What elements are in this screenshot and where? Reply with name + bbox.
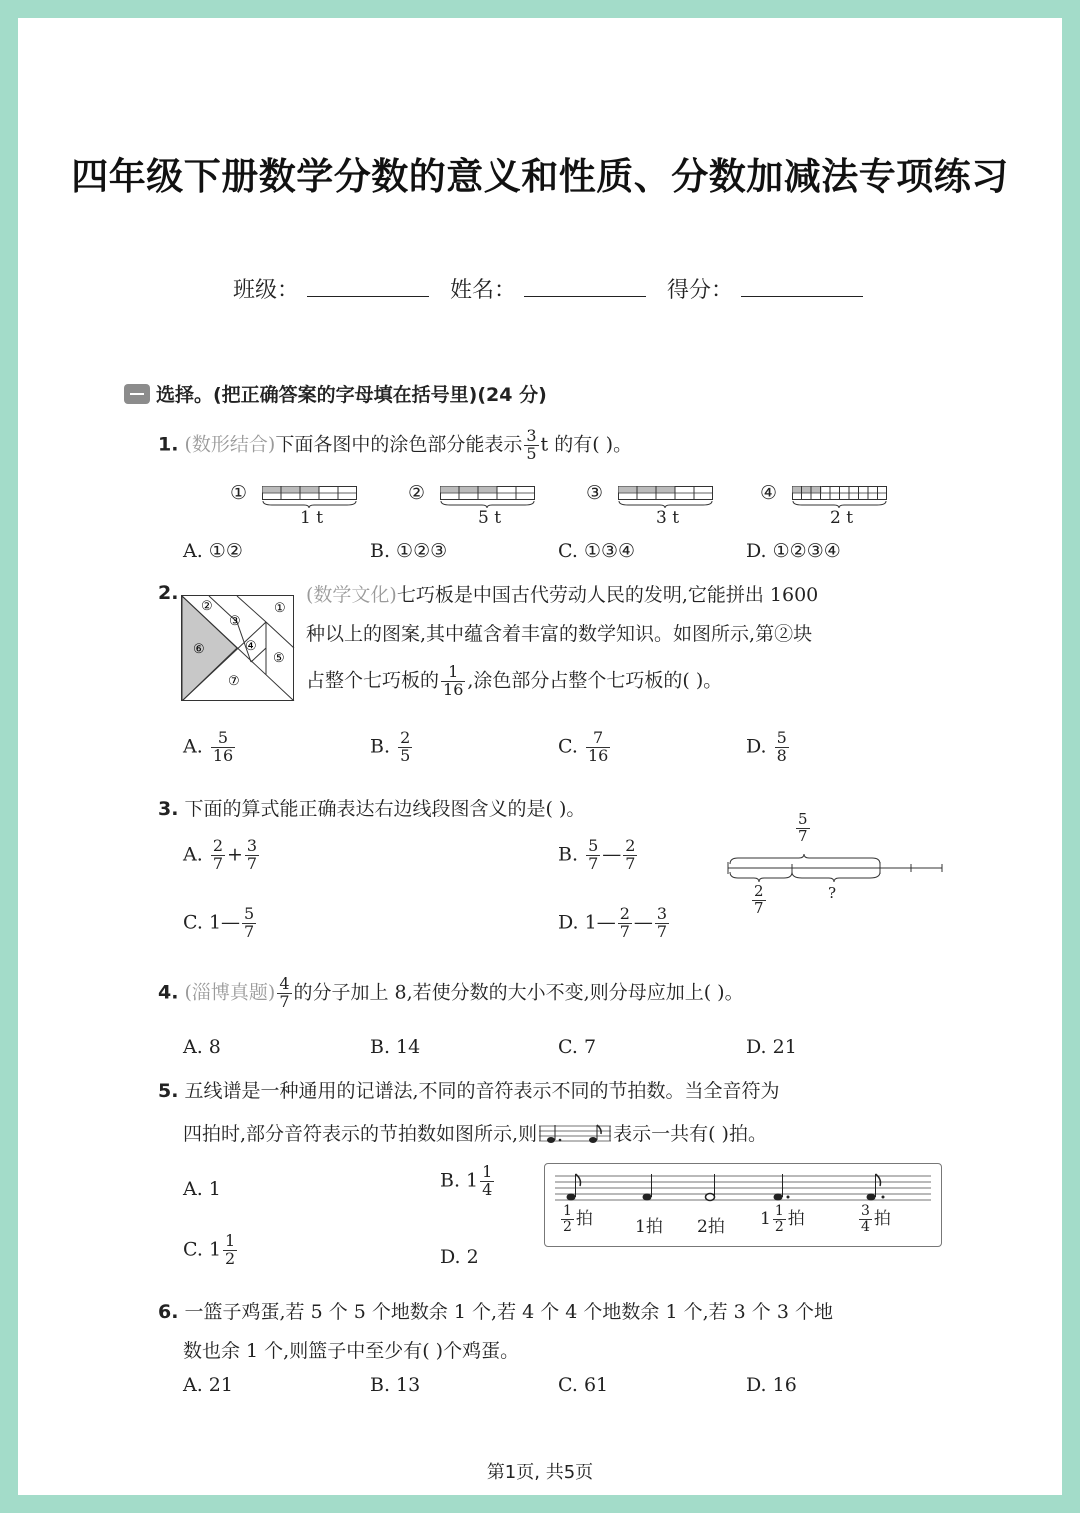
question-text: 一篮子鸡蛋,若 5 个 5 个地数余 1 个,若 4 个 4 个地数余 1 个,若 3 个 3 个地 [184,1301,833,1323]
q3-option-d[interactable]: D. 1— $\frac{2}{7}$ — $\frac{3}{7}$ [558,904,668,941]
question-tag: (数形结合) [184,433,276,456]
brace [262,500,357,508]
fraction: $\frac{1}{16}$ [443,662,464,699]
fraction: $\frac{7}{16}$ [587,728,609,765]
q6-option-b[interactable]: B. 13 [370,1374,421,1396]
fraction: $\frac{4}{7}$ [279,974,290,1011]
figure-mark: ③ [586,482,604,504]
q2-option-b[interactable]: B. $\frac{2}{5}$ [370,728,411,765]
figure-unit: 5 t [478,508,502,528]
q5-option-a[interactable]: A. 1 [183,1178,221,1200]
section-label: 选择。(把正确答案的字母填在括号里)(24 分) [156,384,547,406]
fraction: $\frac{3}{7}$ [246,836,258,873]
q2-option-d[interactable]: D. $\frac{5}{8}$ [746,728,787,765]
q2-option-c[interactable]: C. $\frac{7}{16}$ [558,728,609,765]
question-6-line-1 [158,1297,833,1324]
q3-option-b[interactable]: B. $\frac{5}{7}$ — $\frac{2}{7}$ [558,836,636,873]
question-text: 下面的算式能正确表达右边线段图含义的是( )。 [184,798,586,820]
q5-option-d[interactable]: D. 2 [440,1246,479,1268]
fraction: $\frac{2}{7}$ [619,904,630,941]
brace [618,500,713,508]
tangram-piece-7: ⑦ [228,674,240,689]
tangram-piece-3: ③ [229,614,241,629]
brace [440,500,535,508]
figure-mark: ① [230,482,248,504]
question-text: 四拍时,部分音符表示的节拍数如图所示,则 [183,1123,538,1145]
fraction: $\frac{2}{7}$ [754,882,764,917]
score-blank[interactable] [741,274,863,297]
q6-option-d[interactable]: D. 16 [746,1374,797,1396]
section-heading [124,380,547,407]
fraction: $\frac{3}{7}$ [656,904,668,941]
question-text: 的分子加上 8,若使分数的大小不变,则分母应加上( )。 [293,981,744,1004]
worksheet-page [18,18,1062,1495]
fraction: $\frac{3}{5}$ [526,426,537,463]
question-tag: (数学文化) [306,584,397,606]
question-number: 4. [158,981,179,1004]
question-number: 2. [158,582,179,604]
question-text: 占整个七巧板的 [306,669,440,692]
fraction: $\frac{5}{16}$ [212,728,234,765]
question-text: 下面各图中的涂色部分能表示 [275,433,523,456]
tangram-piece-4: ④ [245,639,257,654]
music-notes-box [544,1163,942,1247]
question-number: 6. [158,1301,179,1323]
q1-option-c[interactable]: C. ①③④ [558,540,636,562]
question-text: ,涂色部分占整个七巧板的( )。 [467,669,723,692]
fraction: $\frac{1}{2}$ [774,1203,784,1235]
q4-option-c[interactable]: C. 7 [558,1036,597,1058]
q4-option-b[interactable]: B. 14 [370,1036,421,1058]
page-title: 四年级下册数学分数的意义和性质、分数加减法专项练习 [71,155,1009,198]
q5-option-b[interactable]: B. 1 $\frac{1}{4}$ [440,1162,493,1199]
question-number: 1. [158,433,179,456]
class-label: 班级： [233,278,300,303]
tangram-piece-6: ⑥ [193,642,205,657]
tangram-piece-2: ② [201,599,213,614]
note-group-icon [539,1123,611,1145]
question-text: 七巧板是中国古代劳动人民的发明,它能拼出 1600 [396,584,819,606]
question-text: 表示一共有( )拍。 [613,1123,767,1145]
question-5-line-2 [183,1119,767,1146]
q3-option-a[interactable]: A. $\frac{2}{7}$ + $\frac{3}{7}$ [183,836,258,873]
student-info-row [233,273,877,304]
fraction: $\frac{1}{2}$ [225,1231,236,1268]
fraction: $\frac{5}{7}$ [588,836,599,873]
fraction: $\frac{2}{7}$ [212,836,223,873]
staff-lines [555,1170,931,1204]
figure-unit: 1 t [300,508,324,528]
tangram-piece-1: ① [274,601,286,616]
question-number: 5. [158,1080,179,1102]
fraction: $\frac{2}{5}$ [400,728,411,765]
q2-line-3 [306,664,722,699]
q2-line-2: 种以上的图案,其中蕴含着丰富的数学知识。如图所示,第②块 [306,623,813,645]
question-3 [158,794,585,821]
beat-label-2: 1拍 [635,1217,663,1237]
beat-label-5: $\frac{3}{4}$ 拍 [861,1203,891,1235]
q2-line-1 [306,580,818,607]
beat-label-1: $\frac{1}{2}$ 拍 [563,1203,593,1235]
bar-diagram [792,486,887,500]
unknown-mark: ? [828,884,837,902]
fraction: $\frac{2}{7}$ [625,836,636,873]
fraction: $\frac{1}{4}$ [482,1162,493,1199]
tangram-piece-5: ⑤ [273,651,285,666]
q4-option-a[interactable]: A. 8 [183,1036,221,1058]
question-4 [158,976,744,1011]
figure-mark: ② [408,482,426,504]
fraction: $\frac{5}{7}$ [244,904,255,941]
beat-label-4: 1 $\frac{1}{2}$ 拍 [760,1203,805,1235]
question-text: t 的有( )。 [540,433,633,456]
q5-option-c[interactable]: C. 1 $\frac{1}{2}$ [183,1231,236,1268]
beat-label-3: 2拍 [697,1217,725,1237]
q4-option-d[interactable]: D. 21 [746,1036,797,1058]
figure-mark: ④ [760,482,778,504]
score-label: 得分： [667,278,734,303]
bar-diagram [262,486,357,500]
page-footer: 第1页, 共5页 [486,1462,594,1483]
fraction: $\frac{5}{7}$ [798,810,808,845]
bar-diagram [618,486,713,500]
figure-unit: 3 t [656,508,680,528]
q1-option-a[interactable]: A. ①② [183,540,243,562]
tangram-figure [181,595,295,701]
brace [792,500,887,508]
class-blank[interactable] [307,274,429,297]
q6-option-a[interactable]: A. 21 [183,1374,233,1396]
question-tag: (淄博真题) [184,981,276,1004]
question-number: 3. [158,798,179,820]
fraction: $\frac{5}{8}$ [776,728,787,765]
figure-unit: 2 t [830,508,854,528]
q1-option-b[interactable]: B. ①②③ [370,540,448,562]
q6-option-c[interactable]: C. 61 [558,1374,609,1396]
question-5-line-1 [158,1076,780,1103]
fraction: $\frac{3}{4}$ [861,1203,870,1235]
question-1 [158,428,632,463]
q2-option-a[interactable]: A. $\frac{5}{16}$ [183,728,234,765]
question-6-line-2: 数也余 1 个,则篮子中至少有( )个鸡蛋。 [183,1340,520,1362]
name-label: 姓名： [450,278,517,303]
question-text: 五线谱是一种通用的记谱法,不同的音符表示不同的节拍数。当全音符为 [184,1080,780,1102]
q1-option-d[interactable]: D. ①②③④ [746,540,841,562]
section-one-icon [124,384,150,404]
fraction: $\frac{1}{2}$ [563,1203,572,1235]
q3-option-c[interactable]: C. 1— $\frac{5}{7}$ [183,904,255,941]
bar-diagram [440,486,535,500]
name-blank[interactable] [524,274,646,297]
line-segment-diagram [724,812,944,928]
